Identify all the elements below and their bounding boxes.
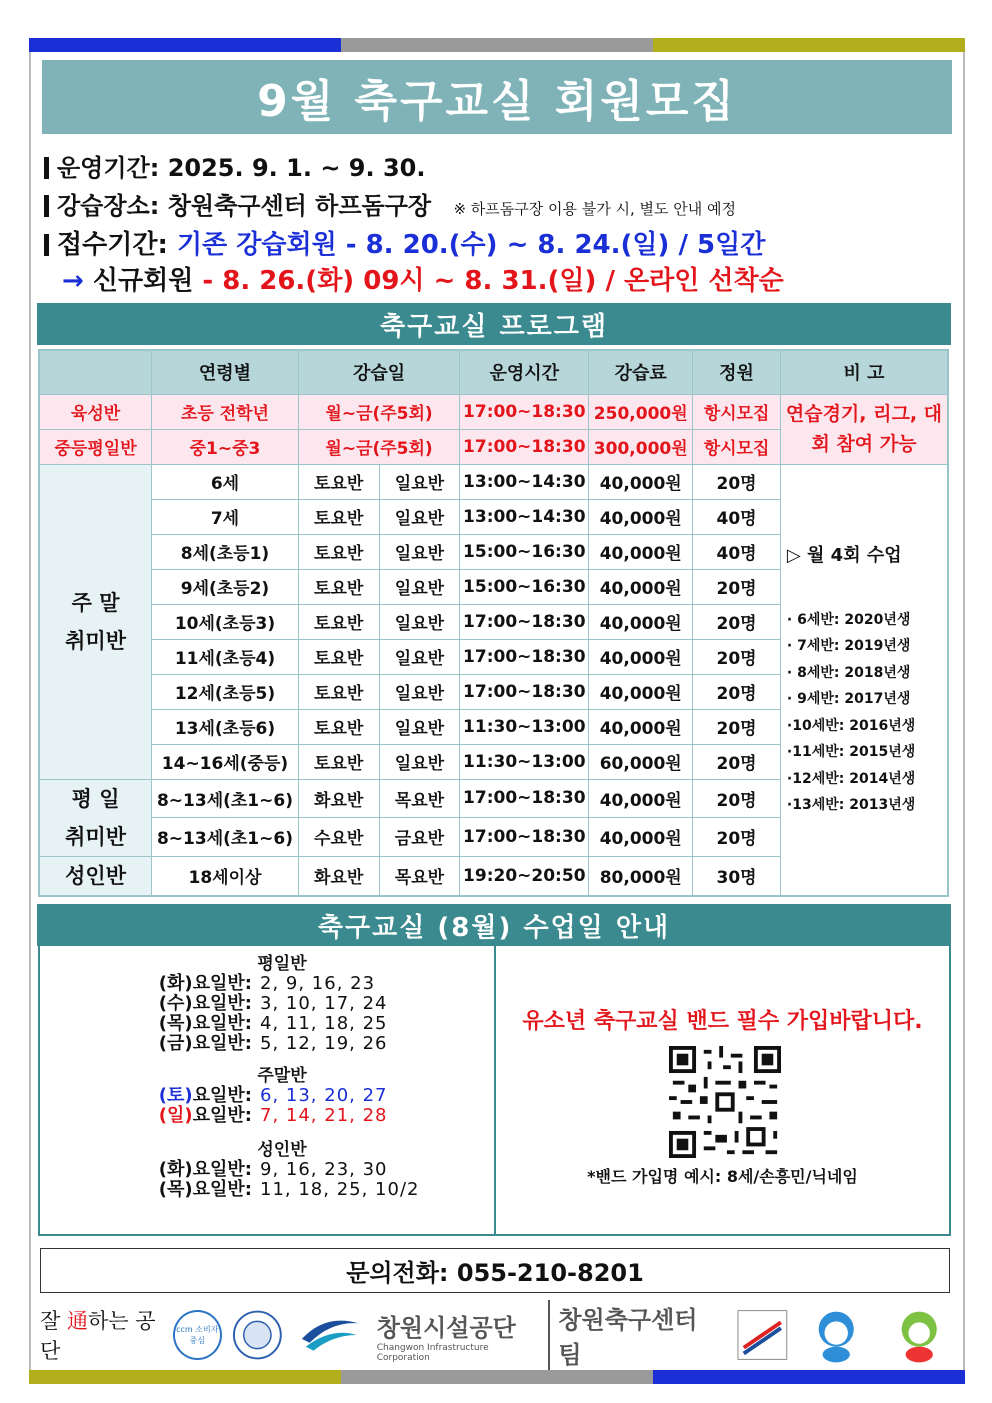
table-row: 중등평일반 중1~중3 월~금(주5회) 17:00~18:30 300,000원 항시모집 [39, 429, 948, 464]
reg-new-label: 신규회원 [92, 266, 194, 296]
blue-mascot-icon [805, 1303, 867, 1367]
bottom-color-bar [29, 1370, 965, 1384]
weekday-class-label: 평 일 취미반 [39, 779, 152, 856]
table-row: 8~13세(초1~6) 수요반 금요반 17:00~18:30 40,000원 20명 [39, 818, 948, 857]
info-new-members [62, 260, 784, 297]
list-item: (일)요일반: 7, 14, 21, 28 [158, 1105, 388, 1126]
table-row: 평 일 취미반 8~13세(초1~6) 화요반 목요반 17:00~18:30 40,000원 20명 [39, 779, 948, 818]
adult-title: 성인반 [257, 1140, 307, 1160]
title-banner [42, 60, 952, 134]
table-row: 12세(초등5) 토요반 일요반 17:00~18:30 40,000원 20명 [39, 674, 948, 709]
footer [40, 1300, 950, 1370]
table-row: 육성반 초등 전학년 월~금(주5회) 17:00~18:30 250,000원 항시모집 연습경기, 리그, 대회 참여 가능 [39, 394, 948, 429]
qr-code-icon[interactable] [669, 1046, 781, 1158]
list-item: (수)요일반: 3, 10, 17, 24 [158, 993, 388, 1014]
list-item: (화)요일반: 2, 9, 16, 23 [158, 973, 376, 994]
reg-existing: 기존 강습회원 - 8. 20.(수) ~ 8. 24.(일) / 5일간 [176, 230, 766, 260]
place-value: 창원축구센터 하프돔구장 [167, 192, 432, 220]
table-row: 7세 토요반 일요반 13:00~14:30 40,000원 40명 [39, 499, 948, 534]
list-item: (토)요일반: 6, 13, 20, 27 [158, 1085, 388, 1106]
weekend-class-label: 주 말 취미반 [39, 464, 152, 779]
band-example: *밴드 가입명 예시: 8세/손흥민/닉네임 [587, 1167, 858, 1186]
weekday-title: 평일반 [257, 954, 307, 974]
top-color-bar [29, 38, 965, 52]
green-mascot-icon [888, 1303, 950, 1367]
period-label: 운영기간: [57, 154, 160, 182]
city-logo-icon [296, 1307, 364, 1363]
list-item: (목)요일반: 4, 11, 18, 25 [158, 1013, 388, 1034]
contact-phone: 문의전화: 055-210-8201 [40, 1248, 950, 1293]
slogan: 잘 通하는 공단 [40, 1309, 156, 1363]
place-label: 강습장소: [57, 192, 160, 220]
table-row: 9세(초등2) 토요반 일요반 15:00~16:30 40,000원 20명 [39, 569, 948, 604]
table-row: 성인반 18세이상 화요반 목요반 19:20~20:50 80,000원 30명 [39, 856, 948, 896]
schedule-dates [40, 946, 496, 1234]
info-period [44, 148, 425, 183]
schedule-heading: 축구교실 (8월) 수업일 안내 [37, 904, 951, 946]
place-note: ※ 하프돔구장 이용 불가 시, 별도 안내 예정 [453, 200, 737, 218]
special-note: 연습경기, 리그, 대회 참여 가능 [780, 394, 948, 464]
band-info [496, 946, 949, 1234]
list-item: (화)요일반: 9, 16, 23, 30 [158, 1159, 388, 1180]
program-heading: 축구교실 프로그램 [37, 303, 951, 345]
schedule-box [38, 946, 951, 1236]
certification-mark-icon [736, 1308, 789, 1362]
arrow-icon: → [62, 266, 84, 296]
period-value: 2025. 9. 1. ~ 9. 30. [167, 154, 426, 182]
table-row: 주 말 취미반 6세 토요반 일요반 13:00~14:30 40,000원 20명 ▷ 월 4회 수업 · 6세반: 2020년생 · 7세반: 2019년생 · 8세반: 2018년생 · 9세반: 2017년생 ·10세반: 2016년생 ·11세반: 2015년생 ·12세반: 2014년생 ·13세반: 2013년생 [39, 464, 948, 499]
adult-class-label: 성인반 [39, 856, 152, 896]
table-row: 8세(초등1) 토요반 일요반 15:00~16:30 40,000원 40명 [39, 534, 948, 569]
list-item: (목)요일반: 11, 18, 25, 10/2 [158, 1179, 420, 1200]
age-note: ▷ 월 4회 수업 · 6세반: 2020년생 · 7세반: 2019년생 · 8세반: 2018년생 · 9세반: 2017년생 ·10세반: 2016년생 ·11세반: 2015년생 ·12세반: 2014년생 ·13세반: 2013년생 [780, 464, 948, 896]
band-notice: 유소년 축구교실 밴드 필수 가입바랍니다. [522, 1009, 923, 1034]
table-header-row: 연령별 강습일 운영시간 강습료 정원 비 고 [39, 350, 948, 394]
table-row: 13세(초등6) 토요반 일요반 11:30~13:00 40,000원 20명 [39, 709, 948, 744]
table-row: 10세(초등3) 토요반 일요반 17:00~18:30 40,000원 20명 [39, 604, 948, 639]
reg-new-value: - 8. 26.(화) 09시 ~ 8. 31.(일) / 온라인 선착순 [202, 266, 784, 296]
reg-label: 접수기간: [57, 230, 168, 260]
table-row: 14~16세(중등) 토요반 일요반 11:30~13:00 60,000원 20명 [39, 744, 948, 779]
info-place [44, 186, 736, 221]
program-table [38, 349, 949, 897]
ccm-badge-icon: ccm 소비자중심 [173, 1310, 222, 1360]
page-title: 9월 축구교실 회원모집 [257, 76, 737, 127]
table-row: 11세(초등4) 토요반 일요반 17:00~18:30 40,000원 20명 [39, 639, 948, 674]
corporation-logo: 창원시설공단 Changwon Infrastructure Corporation 창원축구센터팀 [377, 1300, 717, 1370]
human-rights-emblem-icon [232, 1309, 283, 1361]
weekend-title: 주말반 [257, 1066, 307, 1086]
info-registration [44, 224, 765, 261]
list-item: (금)요일반: 5, 12, 19, 26 [158, 1033, 388, 1054]
